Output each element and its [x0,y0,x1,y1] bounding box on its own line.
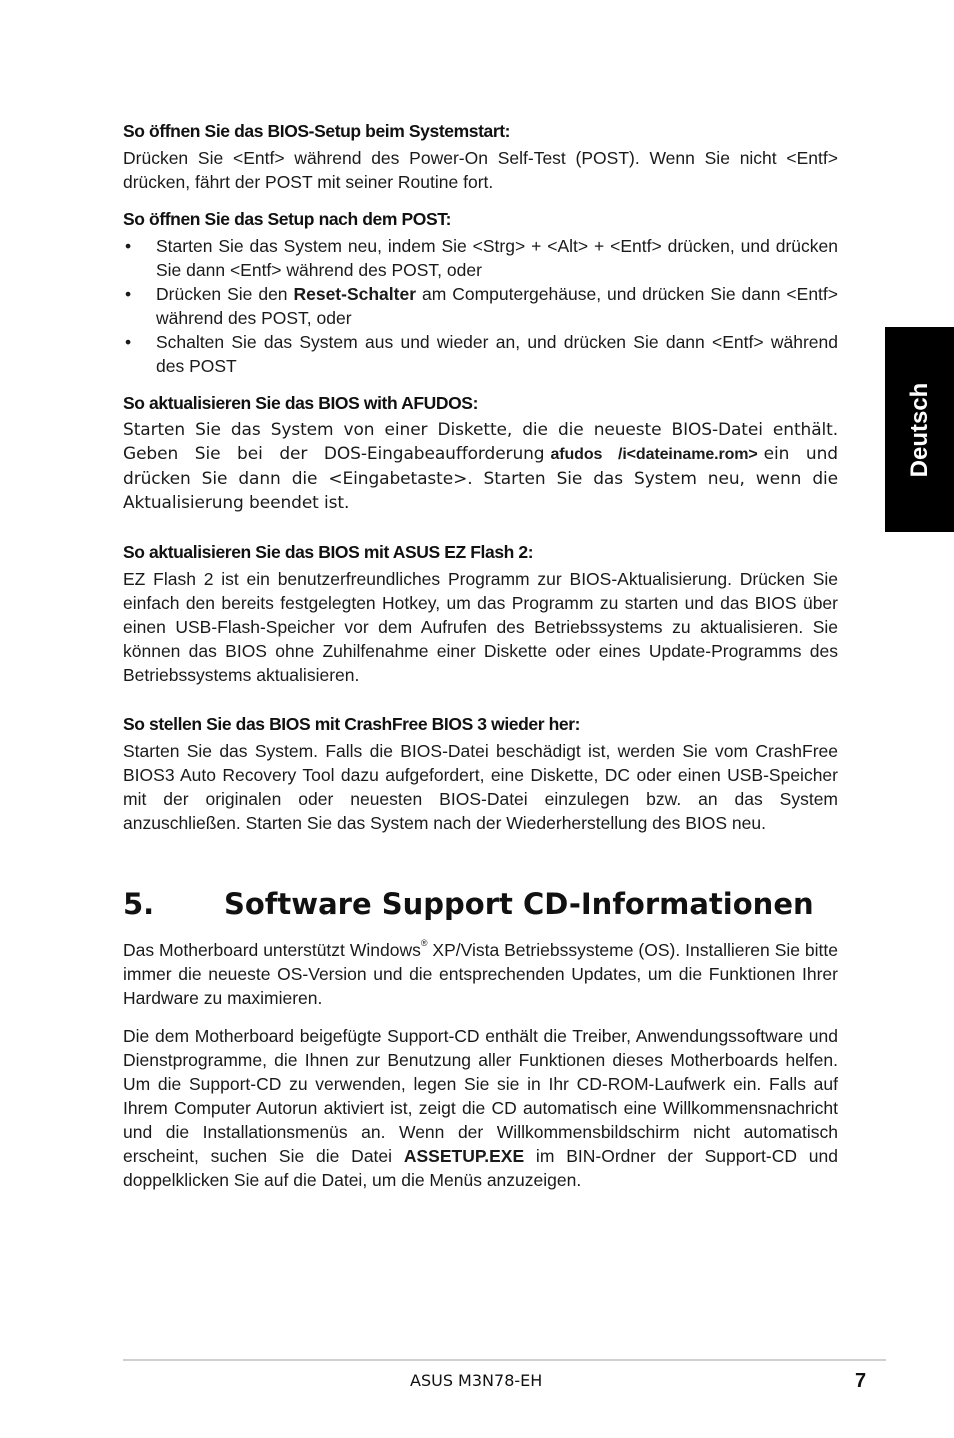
section-title: So öffnen Sie das BIOS-Setup beim Systemstart: [123,121,511,141]
chapter-paragraph-os: Das Motherboard unterstützt Windows® XP/Vista Betriebssysteme (OS). Installieren Sie bitte immer die neueste OS-Version und die entsprechenden Updates, um die Funktionen Ihrer Hardware zu maximieren. [123,938,838,1008]
section-body: EZ Flash 2 ist ein benutzerfreundliches Programm zur BIOS-Aktualisierung. Drücken Sie einfach den bereits festgelegten Hotkey, um das Programm zu starten und das BIOS über einen USB-Flash-Speicher vor dem Aufrufen des Betriebssystems zu aktualisieren. Sie können das BIOS ohne Zuhilfenahme einer Diskette oder eines Update-Programms des Betriebssystems aktualisieren. [123,569,838,685]
footer-divider [123,1359,886,1361]
list-item: • Schalten Sie das System aus und wieder an, und drücken Sie dann <Entf> während des POST [125,332,838,376]
section-afudos [123,392,838,515]
chapter-paragraph-support-cd: Die dem Motherboard beigefügte Support-CD enthält die Treiber, Anwendungssoftware und Dienstprogramme, die Ihnen zur Benutzung aller Funktionen dieses Motherboards helfen. Um die Support-CD zu verwenden, legen Sie sie in Ihr CD-ROM-Laufwerk ein. Falls auf Ihrem Computer Autorun aktiviert ist, zeigt die CD automatisch eine Willkommensnachricht und die Installationsmenüs an. Wenn der Willkommensbildschirm nicht automatisch erscheint, suchen Sie die Datei ASSETUP.EXE im BIN-Ordner der Support-CD und doppelklicken Sie auf die Datei, um die Menüs anzuzeigen. [123,1026,838,1190]
section-title: So stellen Sie das BIOS mit CrashFree BIOS 3 wieder her: [123,714,581,734]
section-title: So aktualisieren Sie das BIOS with AFUDOS: [123,393,478,413]
section-bios-startup [123,120,838,194]
chapter-title: Software Support CD-Informationen [224,887,814,921]
section-crashfree [123,713,838,835]
list-item: • Drücken Sie den Reset-Schalter am Computergehäuse, und drücken Sie dann <Entf> während des POST, oder [125,284,838,328]
list-item: • Starten Sie das System neu, indem Sie <Strg> + <Alt> + <Entf> drücken, und drücken Sie dann <Entf> während des POST, oder [125,236,838,280]
page-number: 7 [855,1370,867,1392]
section-body: Drücken Sie <Entf> während des Power-On Self-Test (POST). Wenn Sie nicht <Entf> drücken, fährt der POST mit seiner Routine fort. [123,148,838,192]
chapter-number: 5. [123,887,155,921]
bullet-icon: • [125,236,132,256]
language-tab [885,327,954,532]
section-body: Starten Sie das System von einer Diskette, die die neueste BIOS-Datei enthält. Geben Sie bei der DOS-Eingabeaufforderung afudos /i<dateiname.rom> ein und drücken Sie dann die <Eingabetaste>. Starten Sie das System neu, wenn die Aktualisierung beendet ist. [123,420,838,513]
section-ez-flash [123,541,838,687]
bullet-list [123,234,838,378]
section-body: Starten Sie das System. Falls die BIOS-Datei beschädigt ist, werden Sie vom CrashFree BIOS3 Auto Recovery Tool dazu aufgefordert, eine Diskette, DC oder einen USB-Speicher mit der originalen oder neuesten BIOS-Datei einzulegen bzw. an das System anzuschließen. Starten Sie das System nach der Wiederherstellung des BIOS neu. [123,741,838,833]
footer-model: ASUS M3N78-EH [410,1371,543,1390]
language-tab-label: Deutsch [905,382,933,477]
section-setup-after-post [123,208,838,378]
chapter-heading [123,887,838,921]
bullet-icon: • [125,332,132,352]
section-title: So öffnen Sie das Setup nach dem POST: [123,209,452,229]
bullet-icon: • [125,284,132,304]
section-title: So aktualisieren Sie das BIOS mit ASUS EZ Flash 2: [123,542,534,562]
page-content [123,120,838,1192]
reset-switch-term: Reset-Schalter [293,284,417,304]
assetup-filename: ASSETUP.EXE [403,1146,525,1166]
registered-mark: ® [420,938,428,948]
afudos-command: afudos /i<dateiname.rom> [550,446,758,463]
